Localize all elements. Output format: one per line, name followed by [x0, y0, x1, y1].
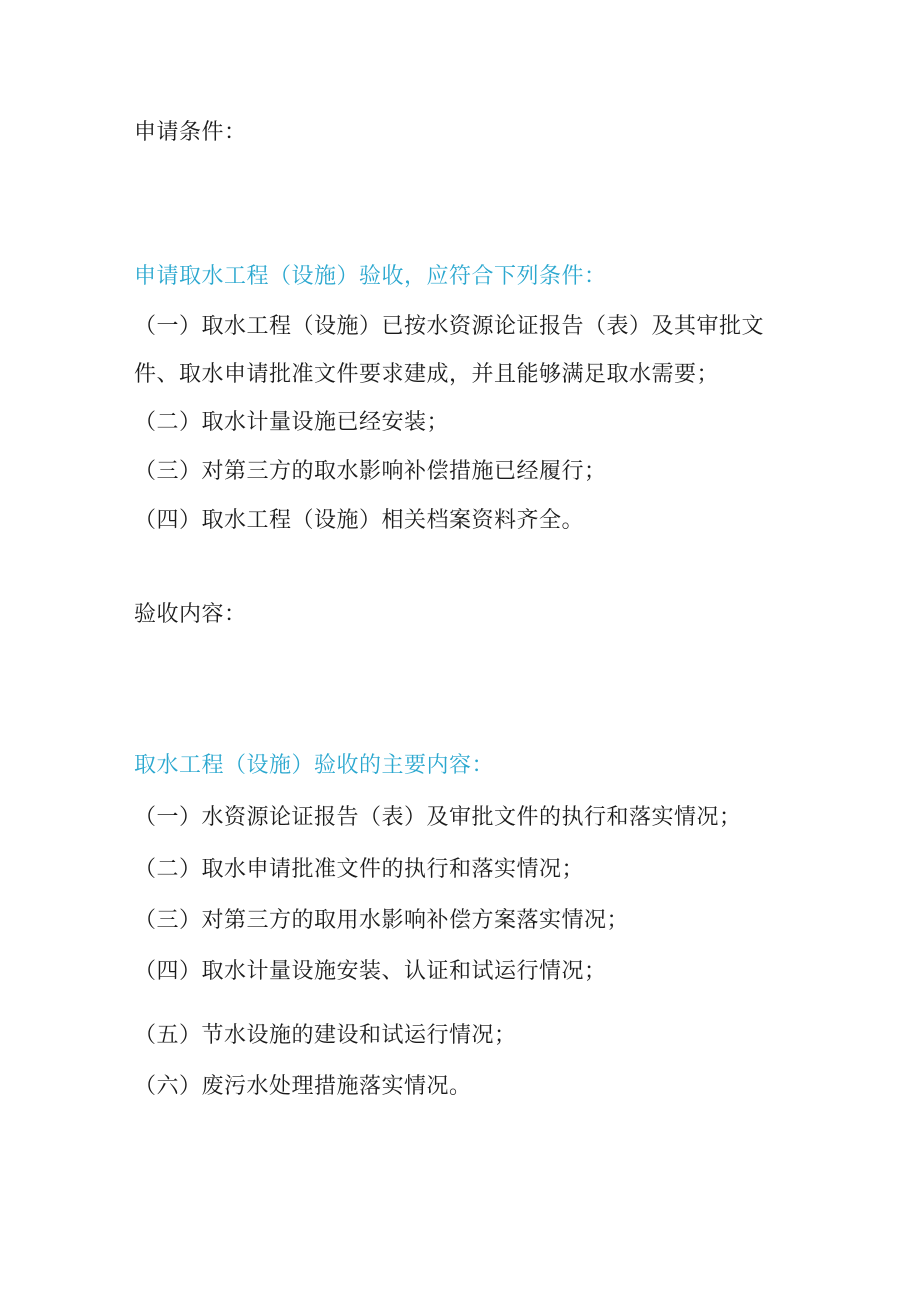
content-item-3: （三）对第三方的取用水影响补偿方案落实情况； — [134, 908, 630, 933]
content-item-6: （六）废污水处理措施落实情况。 — [134, 1074, 472, 1099]
section-label-acceptance-content: 验收内容： — [134, 602, 247, 627]
content-item-5: （五）节水设施的建设和试运行情况； — [134, 1023, 517, 1048]
section-label-application-conditions: 申请条件： — [134, 120, 247, 145]
condition-item-1-line-2: 件、取水申请批准文件要求建成，并且能够满足取水需要； — [134, 362, 720, 387]
condition-item-3: （三）对第三方的取水影响补偿措施已经履行； — [134, 459, 607, 484]
content-item-2: （二）取水申请批准文件的执行和落实情况； — [134, 857, 585, 882]
condition-item-1-line-1: （一）取水工程（设施）已按水资源论证报告（表）及其审批文 — [134, 314, 765, 339]
content-item-4: （四）取水计量设施安装、认证和试运行情况； — [134, 959, 607, 984]
condition-item-2: （二）取水计量设施已经安装； — [134, 410, 450, 435]
condition-item-4: （四）取水工程（设施）相关档案资料齐全。 — [134, 508, 585, 533]
content-item-1: （一）水资源论证报告（表）及审批文件的执行和落实情况； — [134, 805, 742, 830]
subheading-acceptance-content: 取水工程（设施）验收的主要内容： — [134, 753, 495, 778]
subheading-application-conditions: 申请取水工程（设施）验收，应符合下列条件： — [134, 264, 607, 289]
